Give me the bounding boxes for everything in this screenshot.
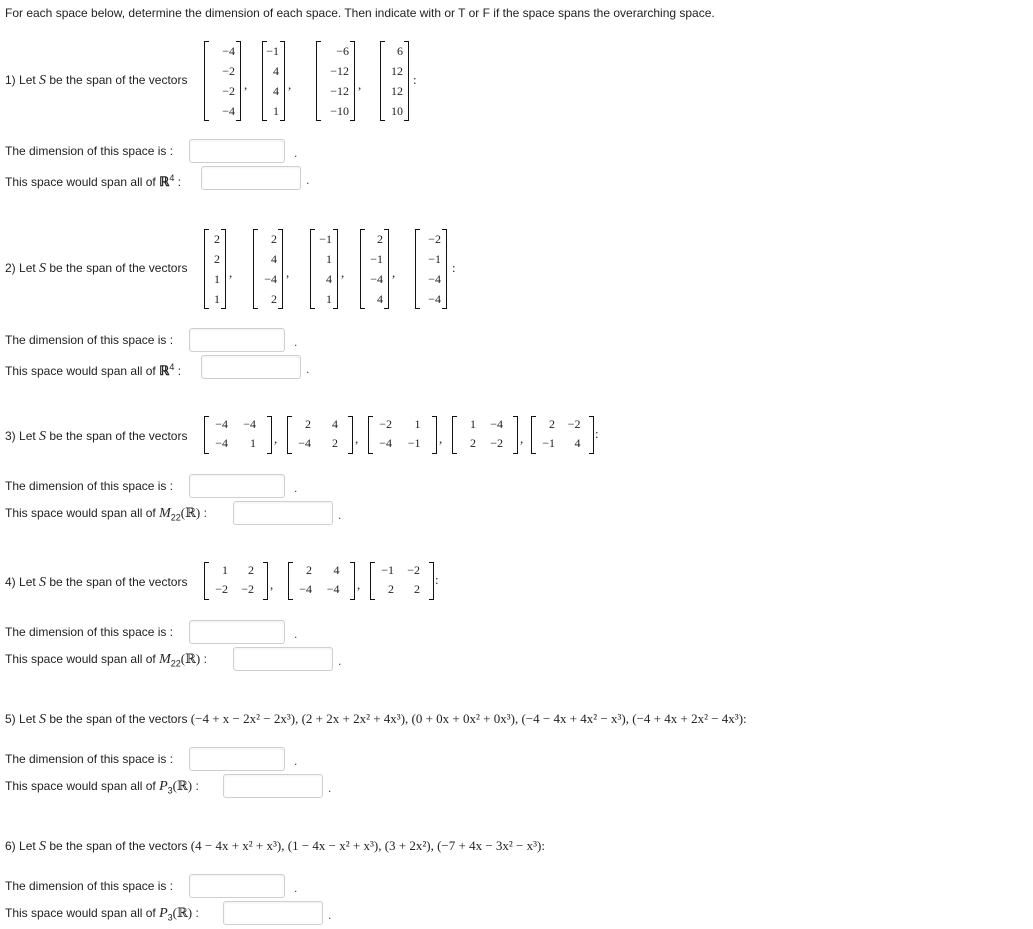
matrix <box>288 562 355 600</box>
separator: , <box>286 265 290 280</box>
vector-entry: 6 <box>397 43 403 58</box>
problem-6-dimension-label: The dimension of this space is : <box>5 879 174 893</box>
matrix <box>370 562 434 600</box>
problem-4-span-label: This space would span all of $M_{22}(ℝ)$ : <box>5 651 207 669</box>
matrix-entry: 2 <box>470 436 476 450</box>
matrix-entry: −1 <box>407 436 421 450</box>
vector-entry: 4 <box>377 291 383 306</box>
problem-5-span-input[interactable] <box>223 774 323 798</box>
matrix-entry: −2 <box>490 436 503 450</box>
problem-3-span-label: This space would span all of $M_{22}(ℝ)$ : <box>5 505 207 523</box>
problem-6-polynomials: (4 − 4x + x² + x³), (1 − 4x − x² + x³), (3 + 2x²), (−7 + 4x − 3x² − x³): <box>190 838 545 853</box>
problem-6-span-input[interactable] <box>223 901 323 925</box>
matrix-entry: −4 <box>299 582 312 596</box>
problem-3-dimension-label: The dimension of this space is : <box>5 479 174 493</box>
problem-5-dimension-input[interactable] <box>189 747 285 771</box>
vector-entry: 4 <box>273 83 279 98</box>
matrix-entry: 2 <box>388 582 394 596</box>
vector-entry: 1 <box>273 103 279 118</box>
vector-entry: 2 <box>377 231 383 246</box>
problem-5-span-label: This space would span all of $P_3(ℝ)$ : <box>5 778 199 796</box>
matrix-entry: −1 <box>542 436 555 450</box>
vector-entry: 1 <box>326 251 332 266</box>
vector-entry: −10 <box>330 103 349 118</box>
column-vector <box>253 229 283 309</box>
separator: , <box>288 77 292 92</box>
matrix-entry: 4 <box>333 563 340 577</box>
matrix-entry: −2 <box>567 417 581 431</box>
vector-entry: 12 <box>391 63 403 78</box>
vector-entry: −4 <box>428 291 441 306</box>
problem-4-dimension-label: The dimension of this space is : <box>5 625 174 639</box>
vector-entry: −4 <box>370 271 383 286</box>
problem-3-intro: 3) Let S be the span of the vectors <box>5 429 188 444</box>
matrix-entry: 2 <box>332 436 338 450</box>
column-vector <box>415 229 447 309</box>
separator: , <box>355 431 359 446</box>
separator: , <box>520 431 524 446</box>
column-vector <box>360 229 389 309</box>
problem-1-span-input[interactable] <box>201 166 301 190</box>
vector-entry: 2 <box>214 251 220 266</box>
separator: : <box>452 260 456 275</box>
problem-4-dimension-input[interactable] <box>189 620 285 644</box>
matrix-entry: −4 <box>243 417 256 431</box>
matrix-entry: 1 <box>222 563 228 577</box>
vector-entry: −1 <box>428 251 441 266</box>
vector-entry: 12 <box>391 83 403 98</box>
problem-1-dimension-label: The dimension of this space is : <box>5 144 174 158</box>
instructions: For each space below, determine the dimension of each space. Then indicate with or T or F if the space spans the overarching space. <box>5 6 715 20</box>
vector-entry: 4 <box>271 251 277 266</box>
separator: , <box>274 431 278 446</box>
separator: : <box>435 572 439 587</box>
vector-entry: −4 <box>222 103 235 118</box>
column-vector <box>204 41 241 121</box>
vector-entry: −12 <box>330 63 349 78</box>
problem-5-polynomials: (−4 + x − 2x² − 2x³), (2 + 2x + 2x² + 4x³), (0 + 0x + 0x² + 0x³), (−4 − 4x + 4x² − x³), (−4 + 4x + 2x² − 4x³): <box>190 711 747 726</box>
column-vector <box>316 41 355 121</box>
vector-entry: −1 <box>319 231 332 246</box>
vector-entry: −12 <box>330 83 349 98</box>
separator: : <box>413 72 417 87</box>
matrix-entry: 1 <box>414 417 421 431</box>
separator: , <box>341 265 345 280</box>
vector-entry: −1 <box>266 43 279 58</box>
matrix <box>368 416 437 454</box>
matrix-entry: −2 <box>379 417 392 431</box>
matrix-entry: −4 <box>298 436 311 450</box>
problem-1-intro: 1) Let S be the span of the vectors <box>5 73 188 88</box>
matrix-entry: 2 <box>305 417 311 431</box>
problem-5-intro: 5) Let S be the span of the vectors (−4 + x − 2x² − 2x³), (2 + 2x + 2x² + 4x³), (0 + 0x + 0x² + 0x³), (−4 − 4x + 4x² − x³), (−4 + 4x + 2x² − 4x³): <box>5 711 747 727</box>
vector-entry: 2 <box>271 231 277 246</box>
problem-2-span-label: This space would span all of ℝ$^4$ : <box>5 362 182 378</box>
matrix-entry: 1 <box>250 436 256 450</box>
matrix <box>531 416 594 454</box>
vector-entry: −4 <box>264 271 277 286</box>
problem-3-dimension-input[interactable] <box>189 474 285 498</box>
column-vector <box>380 41 409 121</box>
problem-3-span-input[interactable] <box>233 501 333 525</box>
separator: , <box>270 577 274 592</box>
problem-6-span-label: This space would span all of $P_3(ℝ)$ : <box>5 905 199 923</box>
vector-entry: −2 <box>428 231 441 246</box>
matrix-entry: 2 <box>549 417 555 431</box>
problem-1-dimension-input[interactable] <box>189 139 285 163</box>
vector-entry: 10 <box>391 103 403 118</box>
matrix-entry: 4 <box>574 436 581 450</box>
vector-entry: 2 <box>214 231 220 246</box>
matrix-entry: −4 <box>215 417 228 431</box>
matrix-entry: −4 <box>490 417 503 431</box>
separator: : <box>595 426 599 441</box>
matrix-entry: 4 <box>332 417 338 431</box>
vector-entry: 1 <box>214 291 220 306</box>
problem-6-intro: 6) Let S be the span of the vectors (4 − 4x + x² + x³), (1 − 4x − x² + x³), (3 + 2x²), (−7 + 4x − 3x² − x³): <box>5 838 545 854</box>
matrix-entry: 2 <box>248 563 254 577</box>
column-vector <box>262 41 285 121</box>
matrix-entry: −2 <box>241 582 254 596</box>
problem-2-intro: 2) Let S be the span of the vectors <box>5 261 188 276</box>
vector-entry: 1 <box>214 271 220 286</box>
problem-6-dimension-input[interactable] <box>189 874 285 898</box>
vector-entry: −4 <box>428 271 441 286</box>
matrix-entry: 1 <box>470 417 476 431</box>
matrix-entry: −4 <box>215 436 228 450</box>
matrix <box>204 416 272 454</box>
separator: , <box>244 77 248 92</box>
vector-entry: −2 <box>222 83 235 98</box>
separator: , <box>392 265 396 280</box>
matrix-entry: −2 <box>215 582 228 596</box>
vector-entry: 4 <box>326 271 332 286</box>
problem-2-dimension-label: The dimension of this space is : <box>5 333 174 347</box>
vector-entry: −1 <box>370 251 383 266</box>
problem-1-span-label: This space would span all of ℝ$^4$ : <box>5 173 182 189</box>
separator: , <box>229 265 233 280</box>
problem-2-dimension-input[interactable] <box>189 328 285 352</box>
vector-entry: −4 <box>222 43 235 58</box>
vector-entry: 2 <box>271 291 277 306</box>
vector-entry: −6 <box>336 43 349 58</box>
matrix-entry: 2 <box>306 563 312 577</box>
vector-entry: −2 <box>222 63 235 78</box>
matrix-entry: −2 <box>407 563 420 577</box>
separator: , <box>358 77 362 92</box>
separator: , <box>357 577 361 592</box>
matrix <box>204 562 268 600</box>
vector-entry: 1 <box>326 291 332 306</box>
problem-5-dimension-label: The dimension of this space is : <box>5 752 174 766</box>
column-vector <box>310 229 338 309</box>
column-vector <box>204 229 226 309</box>
problem-4-span-input[interactable] <box>233 647 333 671</box>
matrix <box>287 416 353 454</box>
matrix-entry: −4 <box>379 436 392 450</box>
separator: , <box>439 431 443 446</box>
matrix-entry: −1 <box>381 563 394 577</box>
matrix <box>452 416 518 454</box>
matrix-entry: 2 <box>414 582 420 596</box>
problem-4-intro: 4) Let S be the span of the vectors <box>5 575 188 590</box>
problem-2-span-input[interactable] <box>201 355 301 379</box>
matrix-entry: −4 <box>326 582 340 596</box>
vector-entry: 4 <box>273 63 279 78</box>
